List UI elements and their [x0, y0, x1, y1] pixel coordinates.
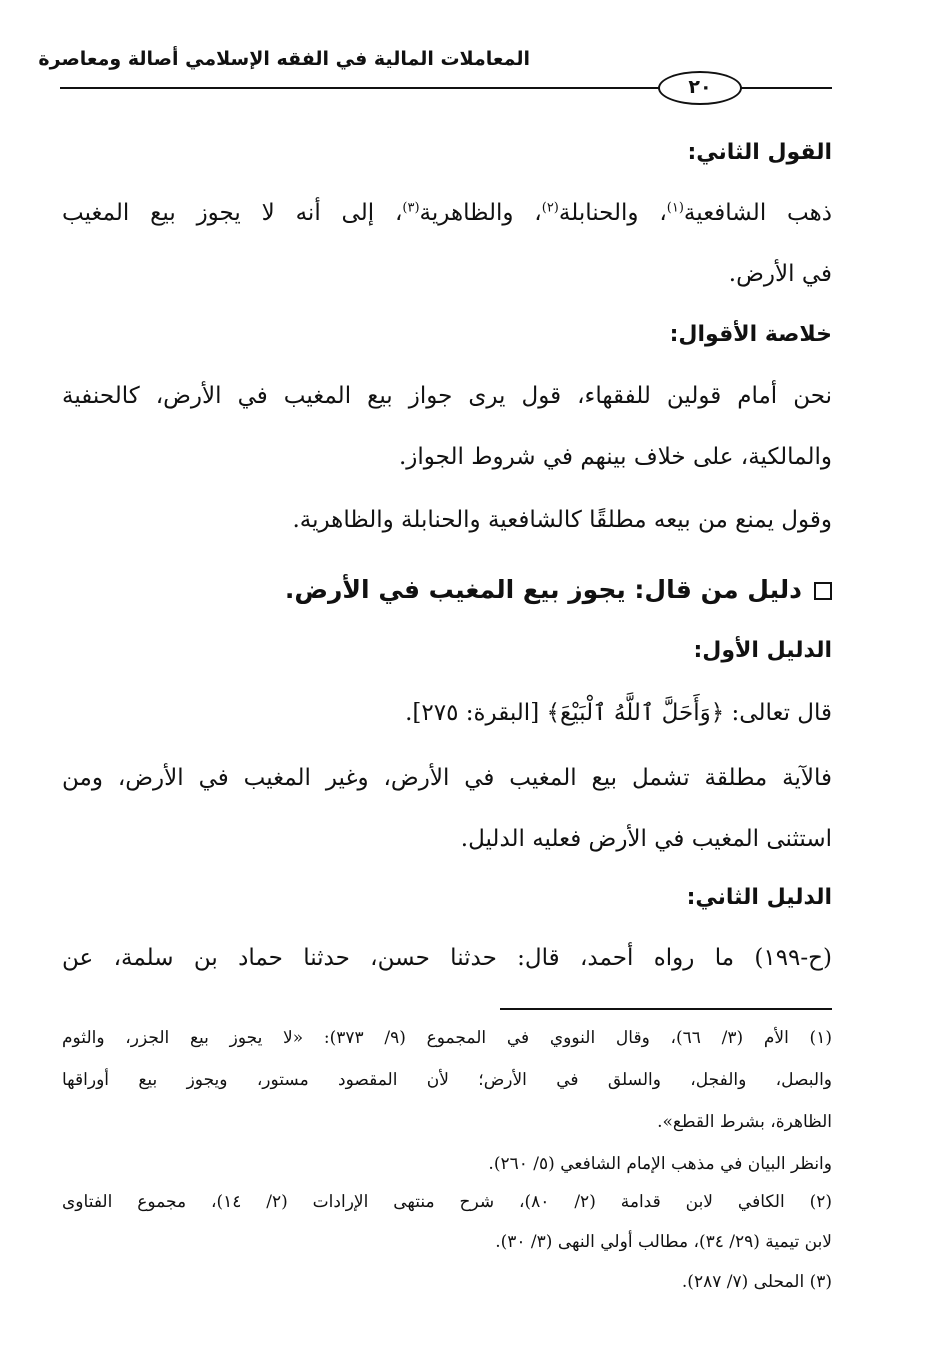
heading-second-opinion: القول الثاني: — [687, 140, 832, 165]
footnote-1-line: والبصل، والفجل، والسلق في الأرض؛ لأن المقصود مستور، ويجوز بيع أوراقها — [62, 1070, 832, 1090]
heading-second-evidence: الدليل الثاني: — [686, 885, 832, 910]
footnote-rule — [500, 1008, 832, 1010]
footnote-1-line: الظاهرة، بشرط القطع». — [657, 1112, 832, 1132]
running-header-title: المعاملات المالية في الفقه الإسلامي أصالة ومعاصرة — [38, 48, 530, 70]
paragraph-line: نحن أمام قولين للفقهاء، قول يرى جواز بيع المغيب في الأرض، كالحنفية — [62, 383, 832, 409]
section-heading-text: دليل من قال: يجوز بيع المغيب في الأرض. — [284, 575, 802, 604]
paragraph-line: في الأرض. — [728, 261, 832, 287]
footnote-ref: (١) — [666, 200, 684, 216]
paragraph-line: استثنى المغيب في الأرض فعليه الدليل. — [460, 826, 832, 852]
paragraph-line: فالآية مطلقة تشمل بيع المغيب في الأرض، وغير المغيب في الأرض، ومن — [62, 765, 832, 791]
paragraph-line-text: ذهب الشافعية$^{(١)}$، والحنابلة$^{(٢)}$، والظاهرية$^{(٣)}$، إلى أنه لا يجوز بيع المغيب — [62, 200, 832, 226]
footnote-1-line: وانظر البيان في مذهب الإمام الشافعي (٥/ ٢٦٠). — [488, 1154, 832, 1174]
footnote-ref: (٣) — [402, 200, 420, 216]
footnote-ref: (٢) — [541, 200, 559, 216]
paragraph-line: والمالكية، على خلاف بينهم في شروط الجواز. — [398, 444, 832, 470]
square-bullet-icon — [814, 582, 832, 600]
heading-summary: خلاصة الأقوال: — [669, 322, 832, 347]
paragraph-line — [62, 200, 832, 226]
heading-first-evidence: الدليل الأول: — [693, 638, 832, 663]
footnote-2-line: لابن تيمية (٢٩/ ٣٤)، مطالب أولي النهى (٣/ ٣٠). — [495, 1232, 832, 1252]
quran-verse-line: قال تعالى: ﴿وَأَحَلَّ ٱللَّهُ ٱلْبَيْعَ﴾ [البقرة: ٢٧٥]. — [405, 700, 832, 726]
footnote-1-line: (١) الأم (٣/ ٦٦)، وقال النووي في المجموع (٩/ ٣٧٣): «لا يجوز بيع الجزر، والثوم — [62, 1028, 832, 1048]
footnote-3-line: (٣) المحلى (٧/ ٢٨٧). — [681, 1272, 832, 1292]
page-number: ٢٠ — [658, 71, 742, 105]
section-heading — [285, 575, 832, 604]
footnote-2-line: (٢) الكافي لابن قدامة (٢/ ٨٠)، شرح منتهى الإرادات (٢/ ١٤)، مجموع الفتاوى — [62, 1192, 832, 1212]
paragraph-line: (ح-١٩٩) ما رواه أحمد، قال: حدثنا حسن، حدثنا حماد بن سلمة، عن — [62, 945, 832, 971]
paragraph-line: وقول يمنع من بيعه مطلقًا كالشافعية والحنابلة والظاهرية. — [292, 507, 832, 533]
